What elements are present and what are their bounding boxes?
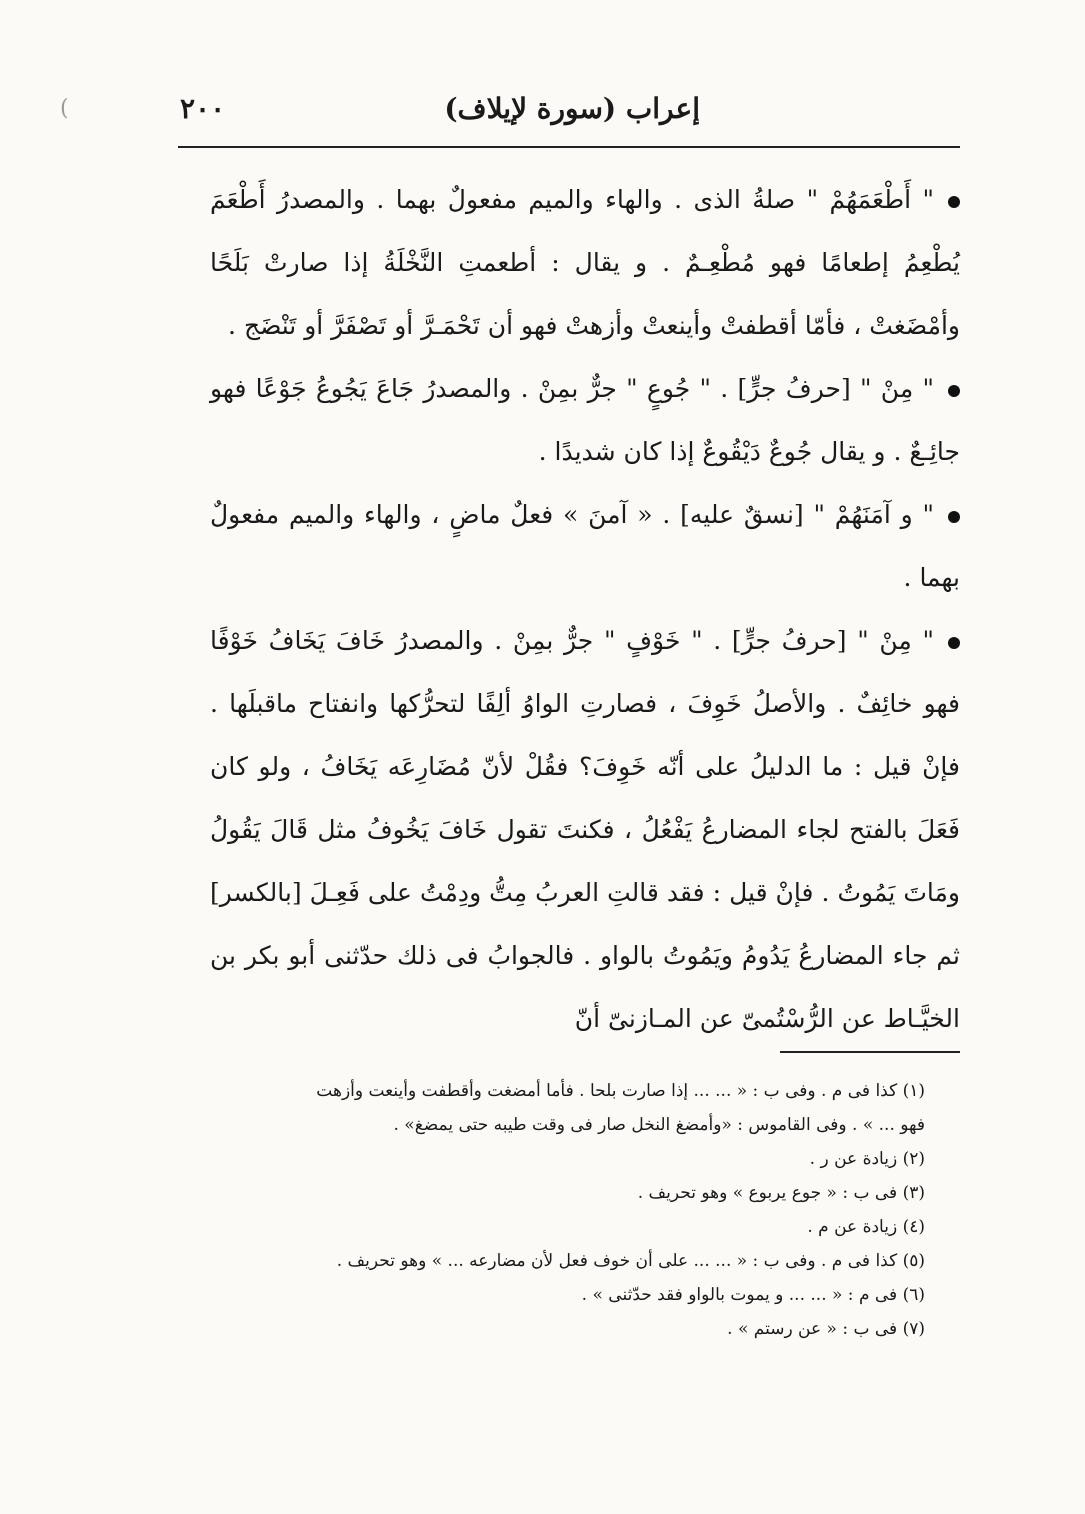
paragraph-text: " أَطْعَمَهُمْ " صلةُ الذى . والهاء والميم مفعولٌ بهما . والمصدرُ أَطْعَمَ يُطْعِمُ إطعامًا فهو مُطْعِـمٌ . و يقال : أطعمتِ النَّخْلَةُ إذا صارتْ بَلَحًا وأمْضَغتْ ، فأمّا أقطفتْ وأينعتْ وأزهتْ فهو أن تَحْمَـرَّ أو تَصْفَرَّ أو تَنْضَج . bbox=[210, 185, 960, 340]
bullet-icon bbox=[948, 511, 960, 523]
footnotes bbox=[215, 1074, 925, 1346]
footnote: (٢) زيادة عن ر . bbox=[809, 1149, 925, 1169]
bullet-icon bbox=[948, 196, 960, 208]
paragraph-text: " مِنْ " [حرفُ جرٍّ] . " جُوعٍ " جرٌّ بمِنْ . والمصدرُ جَاعَ يَجُوعُ جَوْعًا فهو جائِـعٌ . و يقال جُوعٌ دَيْقُوعٌ إذا كان شديدًا . bbox=[210, 374, 960, 466]
paragraph bbox=[210, 483, 960, 609]
paragraph bbox=[210, 609, 960, 1050]
margin-bracket-mark: ( bbox=[60, 96, 69, 121]
paragraph bbox=[210, 357, 960, 483]
footnote: (٤) زيادة عن م . bbox=[807, 1217, 925, 1237]
paragraph bbox=[210, 168, 960, 357]
footnote: (٦) فى م : « ... ... و يموت بالواو فقد حدّثنى » . bbox=[581, 1285, 925, 1305]
footnote: (٧) فى ب : « عن رستم » . bbox=[727, 1319, 925, 1339]
footnote: (١) كذا فى م . وفى ب : « ... ... إذا صارت بلحا . فأما أمضغت وأقطفت وأينعت وأزهت bbox=[316, 1081, 925, 1101]
page-header bbox=[180, 92, 960, 140]
paragraph-text: " و آمَنَهُمْ " [نسقٌ عليه] . « آمنَ » فعلٌ ماضٍ ، والهاء والميم مفعولٌ بهما . bbox=[210, 500, 960, 592]
footnote: (٥) كذا فى م . وفى ب : « ... ... على أن خوف فعل لأن مضارعه ... » وهو تحريف . bbox=[336, 1251, 925, 1271]
header-rule bbox=[178, 146, 960, 148]
footnote-continuation: فهو ... » . وفى القاموس : «وأمضغ النخل صار فى وقت طيبه حتى يمضغ» . bbox=[393, 1115, 925, 1135]
bullet-icon bbox=[948, 637, 960, 649]
footnote-rule bbox=[780, 1051, 960, 1053]
running-title: إعراب (سورة لإيلاف) bbox=[444, 92, 700, 125]
paragraph-text: " مِنْ " [حرفُ جرٍّ] . " خَوْفٍ " جرٌّ بمِنْ . والمصدرُ خَافَ يَخَافُ خَوْفًا فهو خائِفٌ . والأصلُ خَوِفَ ، فصارتِ الواوُ ألِفًا لتحرُّكها وانفتاح ماقبلَها . فإنْ قيل : ما الدليلُ على أنّه خَوِفَ؟ فقُلْ لأنّ مُضَارِعَه يَخَافُ ، ولو كان فَعَلَ بالفتح لجاء المضارعُ يَفْعُلُ ، فكنتَ تقول خَافَ يَخُوفُ مثل قَالَ يَقُولُ ومَاتَ يَمُوتُ . فإنْ قيل : فقد قالتِ العربُ مِتُّ ودِمْتُ على فَعِـلَ [بالكسر] ثم جاء المضارعُ يَدُومُ ويَمُوتُ بالواو . فالجوابُ فى ذلك حدّثنى أبو بكر بن الخيَّـاط عن الرُّسْتُمىّ عن المـازنىّ أنّ bbox=[210, 626, 960, 1033]
main-text bbox=[210, 168, 960, 1050]
page-number: ٢٠٠ bbox=[180, 92, 226, 125]
bullet-icon bbox=[948, 385, 960, 397]
footnote: (٣) فى ب : « جوع يربوع » وهو تحريف . bbox=[637, 1183, 925, 1203]
